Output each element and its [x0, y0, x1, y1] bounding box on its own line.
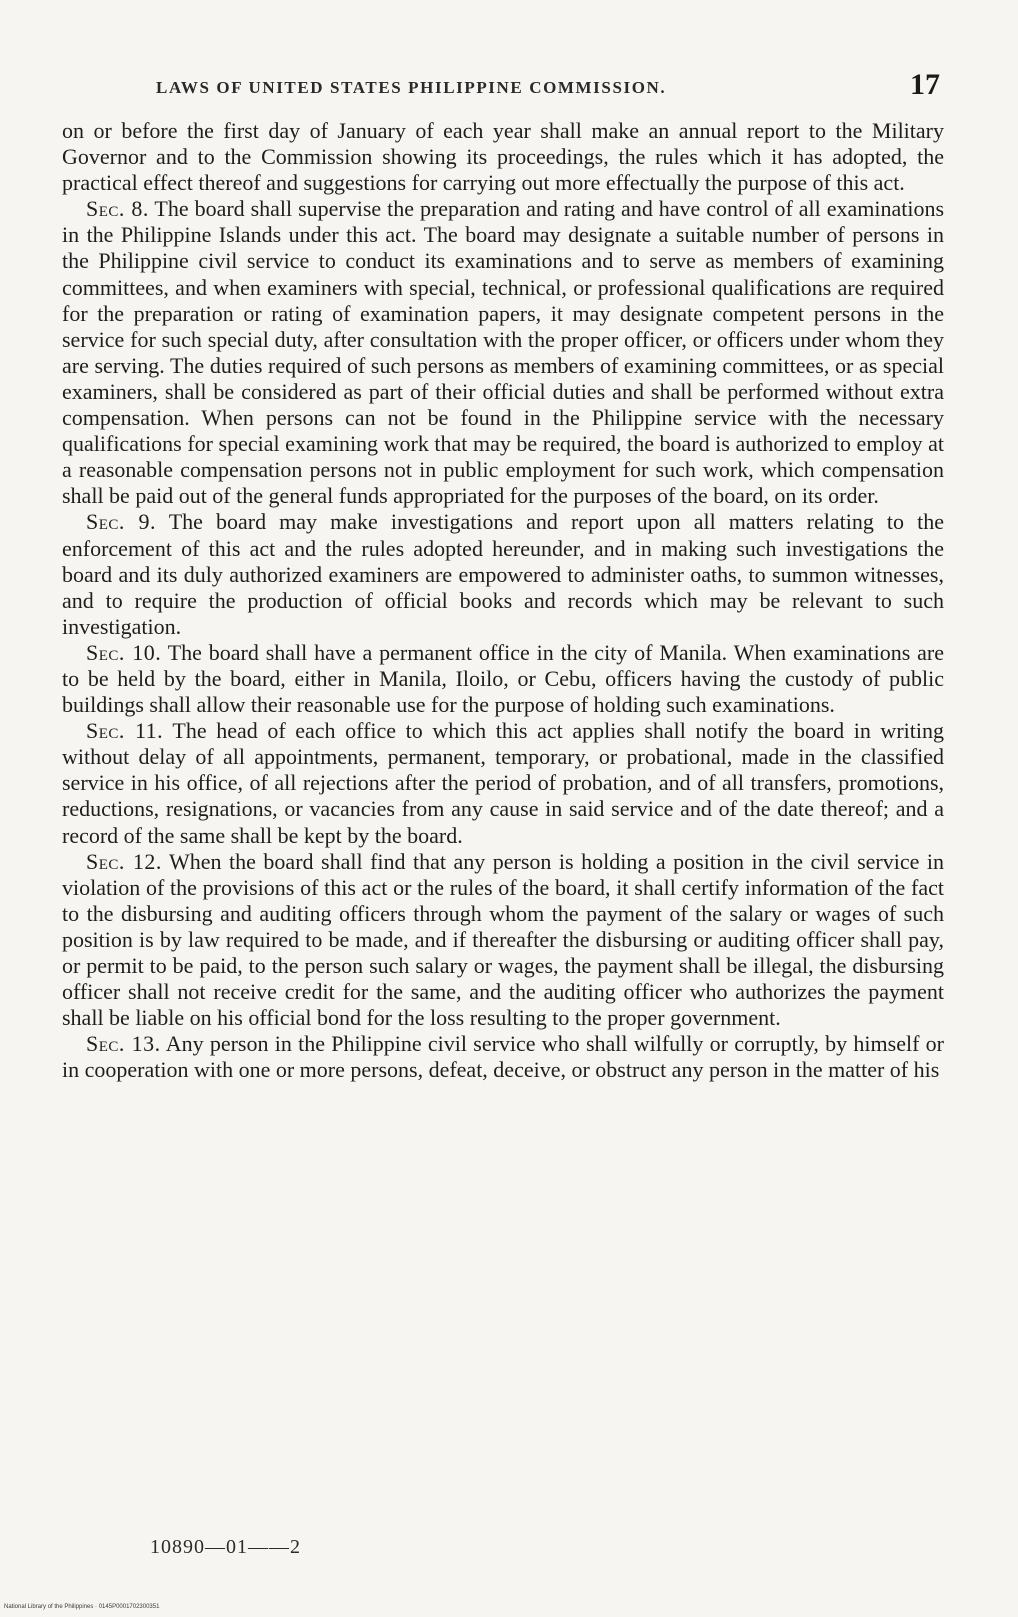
section-9 — [62, 509, 944, 639]
section-12 — [62, 849, 944, 1032]
section-text: When the board shall find that any person is holding a position in the civil service in violation of the provisions of this act or the rules of the board, it shall certify information of the fact to the disbursing and auditing officers through whom the payment of the salary or wages of such position is by law required to be made, and if thereafter the disbursing or auditing officer shall pay, or permit to be paid, to the person such salary or wages, the payment shall be illegal, the disbursing officer shall not receive credit for the same, and the auditing officer who authorizes the payment shall be liable on his official bond for the loss resulting to the proper government. — [62, 848, 944, 1031]
section-label: Sec. 9. — [86, 509, 156, 535]
section-8 — [62, 196, 944, 509]
section-text: The board shall supervise the preparation and rating and have control of all examinations in the Philippine Islands under this act. The board may designate a suitable number of persons in the Philippine civil service to conduct its examinations and to serve as members of examining committees, and when examiners with special, technical, or professional qualifications are required for the preparation or rating of examination papers, it may designate competent persons in the service for such special duty, after consultation with the proper officer, or officers under whom they are serving. The duties required of such persons as members of examining committees, or as special examiners, shall be considered as part of their official duties and shall be performed without extra compensation. When persons can not be found in the Philippine service with the necessary qualifications for special examining work that may be required, the board is authorized to employ at a reasonable compensation persons not in public employment for such work, which compensation shall be paid out of the general funds appropriated for the purposes of the board, on its order. — [62, 196, 945, 509]
section-text: The board may make investigations and report upon all matters relating to the enforcement of this act and the rules adopted hereunder, and in making such investigations the board and its duly authorized examiners are empowered to administer oaths, to summon witnesses, and to require the production of official books and records which may be relevant to such investigation. — [62, 509, 945, 639]
section-13 — [62, 1031, 944, 1083]
section-label: Sec. 11. — [86, 718, 164, 744]
section-label: Sec. 8. — [86, 196, 149, 222]
section-label: Sec. 13. — [86, 1031, 161, 1057]
running-title: LAWS OF UNITED STATES PHILIPPINE COMMISSION. — [156, 78, 667, 97]
continuation-paragraph: on or before the first day of January of each year shall make an annual report to the Military Governor and to the Commission showing its proceedings, the rules which it has adopted, the practical effect thereof and suggestions for carrying out more effectually the purpose of this act. — [62, 118, 944, 196]
section-label: Sec. 12. — [86, 848, 162, 874]
page-number: 17 — [910, 68, 940, 101]
section-10 — [62, 640, 944, 718]
section-text: Any person in the Philippine civil service who shall wilfully or corruptly, by himself or in cooperation with one or more persons, defeat, deceive, or obstruct any person in the matter of his — [62, 1031, 944, 1083]
library-credit: National Library of the Philippines · 0145P0001702300351 — [4, 1604, 160, 1610]
printer-signature: 10890—01——2 — [150, 1536, 301, 1558]
running-head — [60, 70, 940, 104]
section-text: The head of each office to which this act applies shall notify the board in writing without delay of all appointments, permanent, temporary, or probational, made in the classified service in his office, of all rejections after the period of probation, and of all transfers, promotions, reductions, resignations, or vacancies from any cause in said service and of the date thereof; and a record of the same shall be kept by the board. — [62, 718, 944, 848]
body-text — [62, 118, 944, 1083]
section-label: Sec. 10. — [86, 639, 162, 665]
section-11 — [62, 718, 944, 848]
section-text: The board shall have a permanent office in the city of Manila. When examinations are to be held by the board, either in Manila, Iloilo, or Cebu, officers having the custody of public buildings shall allow their reasonable use for the purpose of holding such examinations. — [62, 639, 945, 718]
